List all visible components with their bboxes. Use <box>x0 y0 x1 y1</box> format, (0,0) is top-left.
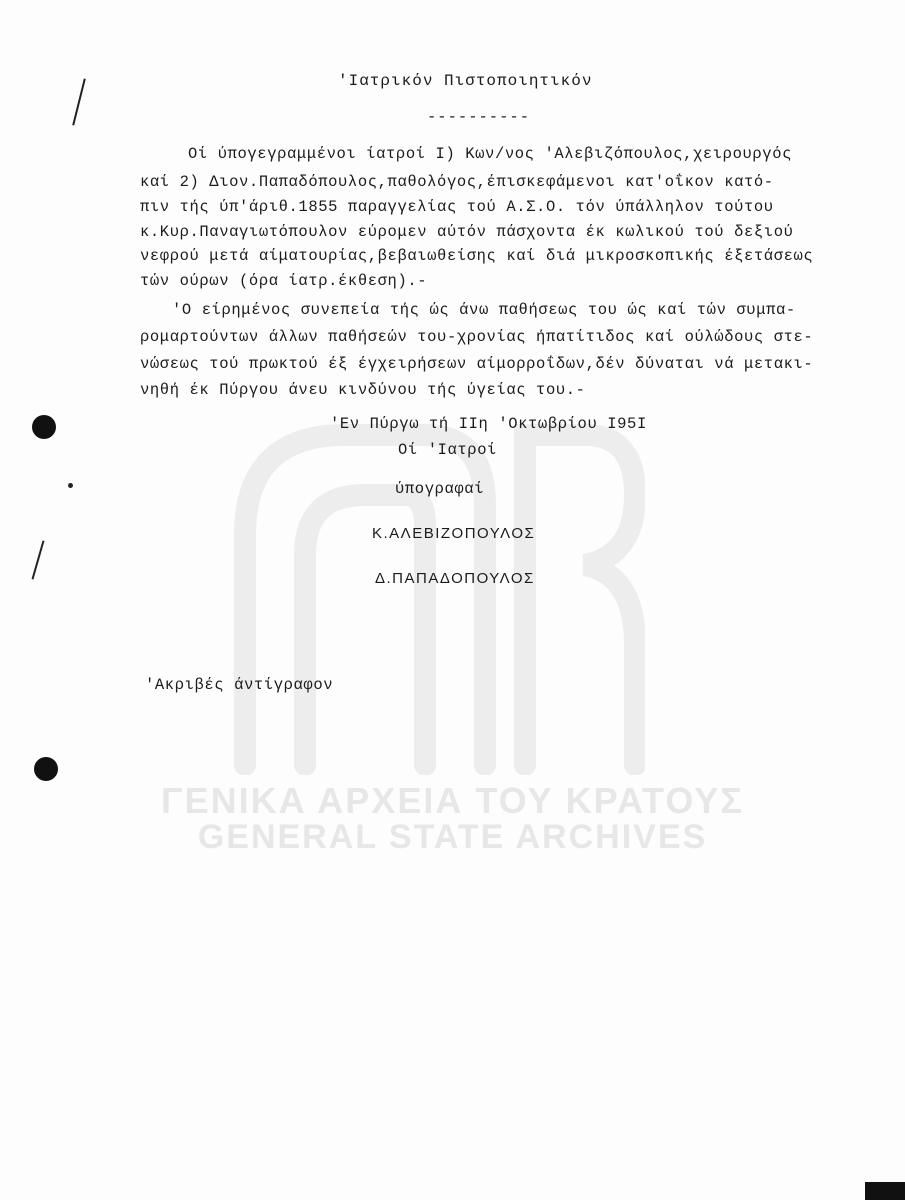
body-line: 'Ο είρημένος συνεπεία τής ώς άνω παθήσεως του ώς καί τών συμπα- <box>172 301 796 319</box>
body-line: Οί ύπογεγραμμένοι ίατροί Ι) Κων/νος 'Αλεβιζόπουλος,χειρουργός <box>188 145 792 163</box>
punch-hole-bottom <box>34 757 58 781</box>
body-line: νώσεως τού πρωκτού έξ έγχειρήσεων αίμορροΐδων,δέν δύναται νά μετακι- <box>140 355 814 373</box>
body-line: νηθή έκ Πύργου άνευ κινδύνου τής ύγείας του.- <box>140 381 586 399</box>
body-line: καί 2) Διον.Παπαδόπουλος,παθολόγος,έπισκεφάμενοι κατ'οΐκον κατό- <box>140 173 774 191</box>
margin-mark <box>32 540 45 579</box>
body-line: ρομαρτούντων άλλων παθήσεών του-χρονίας ήπατίτιδος καί ούλώδους στε- <box>140 328 814 346</box>
margin-mark <box>68 483 73 488</box>
document-title: 'Ιατρικόν Πιστοποιητικόν <box>338 72 593 90</box>
date-line: 'Εν Πύργω τή ΙΙη 'Οκτωβρίου Ι95Ι <box>330 415 647 433</box>
punch-hole-top <box>32 415 56 439</box>
signatures-label: ύπογραφαί <box>395 480 485 498</box>
watermark-english: GENERAL STATE ARCHIVES <box>197 818 708 856</box>
body-line: νεφρού μετά αίματουρίας,βεβαιωθείσης καί διά μικροσκοπικής έξετάσεως <box>140 247 814 265</box>
body-line: τών ούρων (όρα ίατρ.έκθεση).- <box>140 272 428 290</box>
body-line: κ.Κυρ.Παναγιωτόπουλον εύρομεν αύτόν πάσχοντα έκ κωλικού τού δεξιού <box>140 223 794 241</box>
doctors-label: Οί 'Ιατροί <box>398 441 498 459</box>
scan-corner <box>865 1182 905 1200</box>
body-line: πιν τής ύπ'άριθ.1855 παραγγελίας τού Α.Σ.Ο. τόν ύπάλληλον τούτου <box>140 198 774 216</box>
watermark-greek: ΓΕΝΙΚΑ ΑΡΧΕΙΑ ΤΟΥ ΚΡΑΤΟΥΣ <box>160 780 744 821</box>
signature-1: Κ.ΑΛΕΒΙΖΟΠΟΥΛΟΣ <box>372 525 536 542</box>
margin-mark <box>72 78 86 125</box>
signature-2: Δ.ΠΑΠΑΔΟΠΟΥΛΟΣ <box>375 570 535 587</box>
copy-note: 'Ακριβές άντίγραφον <box>145 676 334 694</box>
title-underline: ---------- <box>427 108 531 126</box>
